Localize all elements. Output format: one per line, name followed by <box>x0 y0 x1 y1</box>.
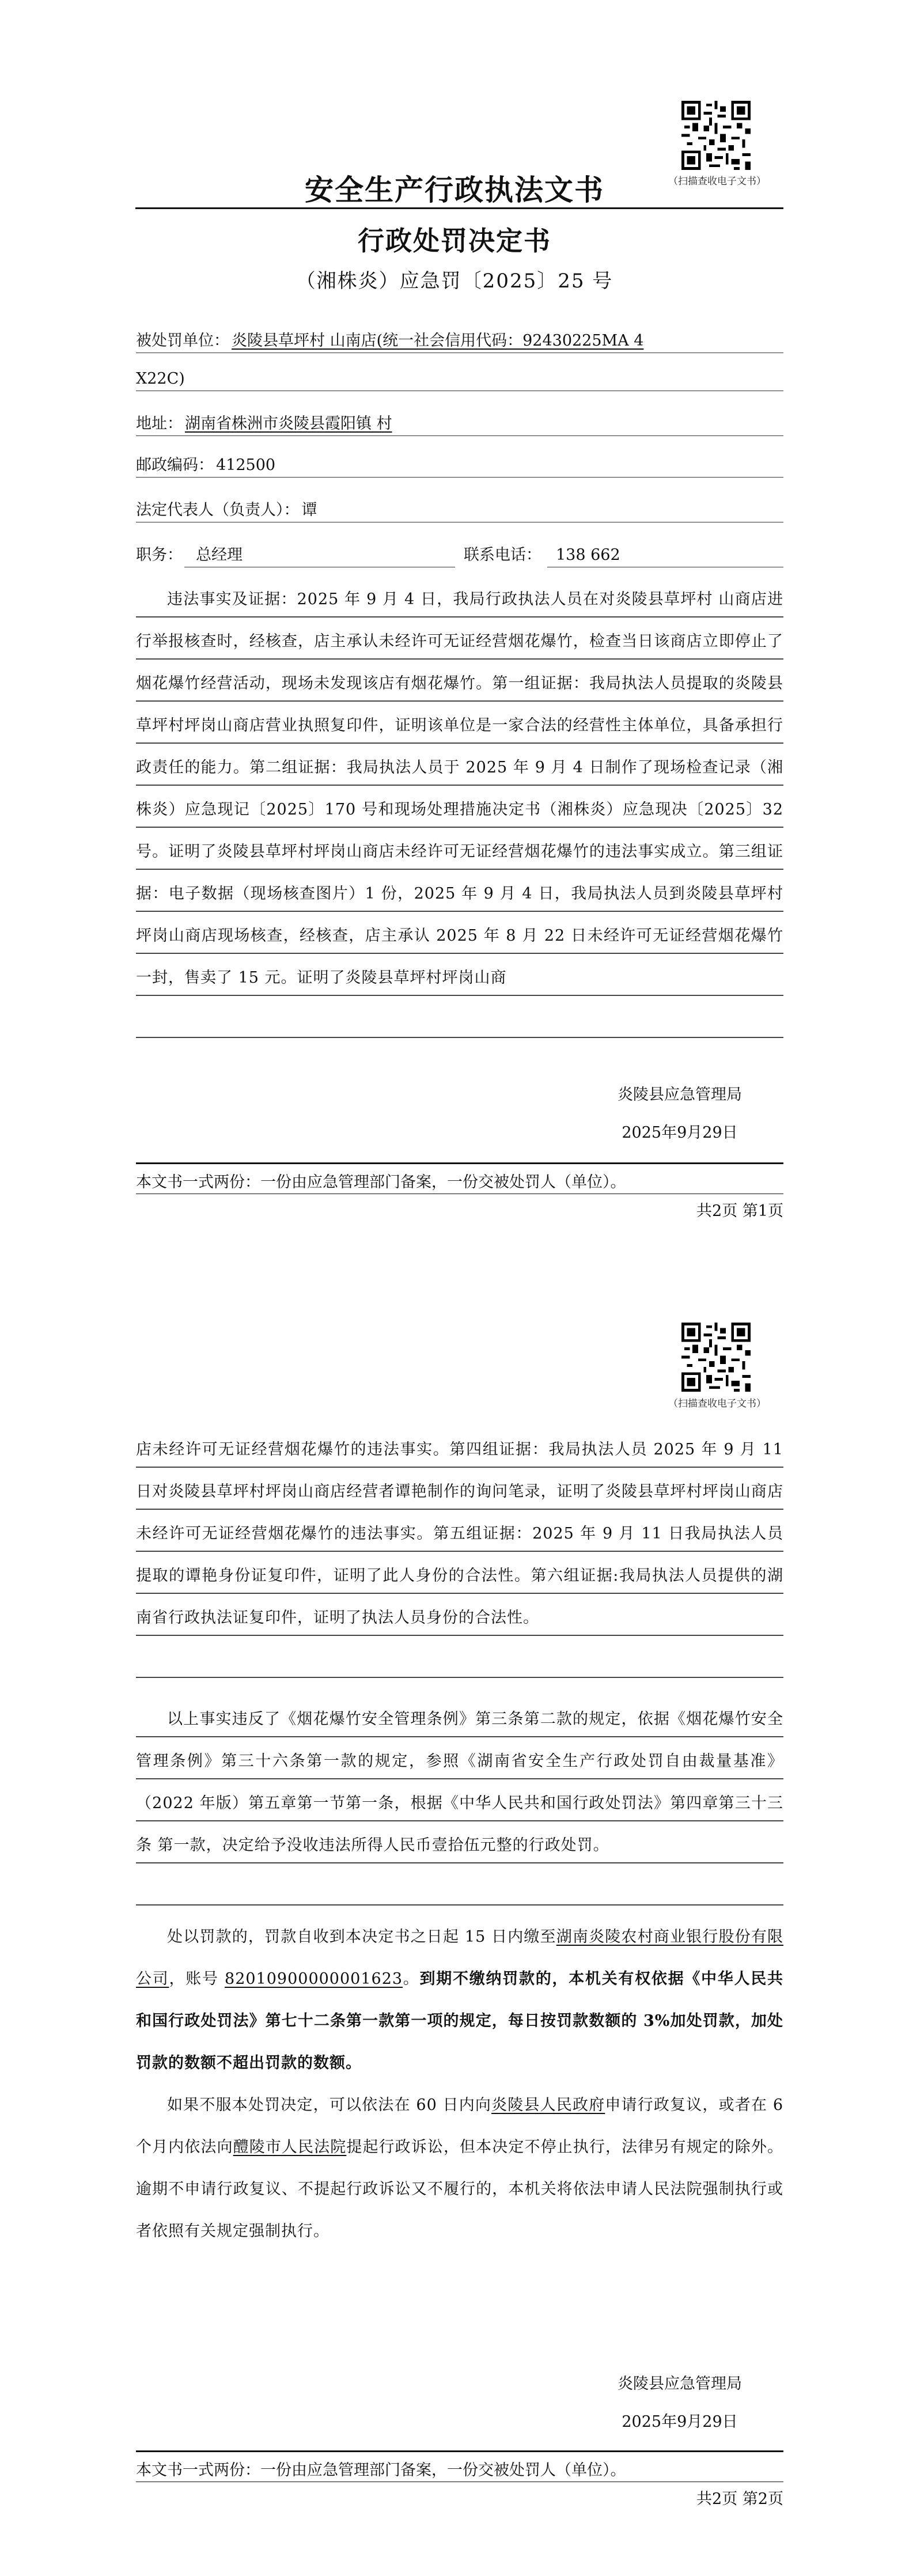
litigation-court: 醴陵市人民法院 <box>233 2138 347 2156</box>
review-authority: 炎陵县人民政府 <box>491 2096 605 2114</box>
qr-code-icon <box>681 1323 751 1392</box>
payment-bank: 湖南炎陵农村商业银行股份有限公司 <box>136 1928 783 1988</box>
phone-value: 138 662 <box>556 546 620 564</box>
address-value: 湖南省株洲市炎陵县霞阳镇 村 <box>185 415 392 433</box>
doc-type-heading: 安全生产行政执法文书 <box>305 173 604 207</box>
payment-text-2: ，账号 <box>169 1970 225 1988</box>
position-value: 总经理 <box>196 546 243 564</box>
punished-unit-row-cont <box>136 368 783 391</box>
postcode-value: 412500 <box>216 456 276 474</box>
appeal-text-3: 提起行政诉讼，但本决定不停止执行，法律另有规定的除外。逾期不申请行政复议、不提起行政诉讼又不履行的，本机关将依法申请人民法院强制执行或者依照有关规定强制执行。 <box>136 2138 784 2240</box>
page-number: 共2页 第2页 <box>696 2490 783 2508</box>
footer-rule <box>136 2450 783 2452</box>
document-page-2 <box>0 1288 909 2576</box>
issue-date: 2025年9月29日 <box>622 1124 738 1142</box>
punished-unit-row <box>136 329 783 353</box>
representative-label: 法定代表人（负责人）： <box>136 501 300 519</box>
payment-text-3: 。 <box>403 1970 420 1988</box>
late-payment-notice: 到期不缴纳罚款的，本机关有权依据《中华人民共和国行政处罚法》第七十二条第一款第一项的规定，每日按罚款数额的 3%加处罚款，加处罚款的数额不超出罚款的数额。 <box>136 1970 784 2072</box>
punished-unit-label: 被处罚单位： <box>136 332 229 350</box>
qr-caption: （扫描查收电子文书） <box>668 176 766 187</box>
representative-value: 谭 <box>301 501 317 519</box>
issuing-authority: 炎陵县应急管理局 <box>618 1086 742 1104</box>
footer-rule <box>136 1162 783 1164</box>
decision-paragraph: 以上事实违反了《烟花爆竹安全管理条例》第三条第二款的规定，依据《烟花爆竹安全管理条例》第三十六条第一款的规定，参照《湖南省安全生产行政处罚自由裁量基准》（2022 年版）第五章第一节第一条，根据《中华人民共和国行政处罚法》第四章第三十三条 第一款，决定给予没收违法所得人民币壹拾伍元整的行政处罚。 <box>136 1698 783 1908</box>
postcode-row <box>136 454 783 478</box>
issue-date: 2025年9月29日 <box>622 2413 738 2431</box>
footer-note: 本文书一式两份：一份由应急管理部门备案，一份交被处罚人（单位）。 <box>136 2461 626 2479</box>
appeal-paragraph <box>136 2084 783 2252</box>
payment-account: 82010900000001623 <box>225 1970 403 1988</box>
address-row <box>136 412 783 436</box>
position-label: 职务： <box>136 546 183 564</box>
appeal-text-2: 申请行政复议，或者在 6 个月内依法向 <box>136 2096 784 2156</box>
postcode-label: 邮政编码： <box>136 456 214 474</box>
page-title: 行政处罚决定书 <box>358 225 551 256</box>
address-label: 地址： <box>136 415 183 433</box>
violation-facts-paragraph: 违法事实及证据：2025 年 9 月 4 日，我局行政执法人员在对炎陵县草坪村 山商店进行举报核查时，经核查，店主承认未经许可无证经营烟花爆竹，检查当日该商店立即停止了烟花爆竹经营活动，现场未发现该店有烟花爆竹。第一组证据：我局执法人员提取的炎陵县草坪村坪岗山商店营业执照复印件，证明该单位是一家合法的经营性主体单位，具备承担行政责任的能力。第二组证据：我局执法人员于 2025 年 9 月 4 日制作了现场检查记录（湘株炎）应急现记〔2025〕170 号和现场处理措施决定书（湘株炎）应急现决〔2025〕32 号。证明了炎陵县草坪村坪岗山商店未经许可无证经营烟花爆竹的违法事实成立。第三组证据：电子数据（现场核查图片）1 份，2025 年 9 月 4 日，我局执法人员到炎陵县草坪村坪岗山商店现场核查，经核查，店主承认 2025 年 8 月 22 日未经许可无证经营烟花爆竹一封，售卖了 15 元。证明了炎陵县草坪村坪岗山商 <box>136 578 783 1041</box>
document-number: （湘株炎）应急罚〔2025〕25 号 <box>296 270 613 293</box>
issuing-authority: 炎陵县应急管理局 <box>618 2375 742 2393</box>
footer-note: 本文书一式两份：一份由应急管理部门备案，一份交被处罚人（单位）。 <box>136 1173 626 1191</box>
page-number: 共2页 第1页 <box>696 1202 783 1220</box>
representative-row <box>136 499 783 522</box>
punished-unit-value: 炎陵县草坪村 山南店(统一社会信用代码：92430225MA 4 <box>232 332 644 350</box>
qr-code-icon <box>681 101 751 170</box>
payment-paragraph <box>136 1916 783 2084</box>
payment-text-1: 处以罚款的，罚款自收到本决定书之日起 15 日内缴至 <box>167 1928 556 1946</box>
phone-label: 联系电话： <box>464 546 541 564</box>
title-rule <box>135 207 783 209</box>
qr-caption: （扫描查收电子文书） <box>668 1398 766 1410</box>
appeal-text-1: 如果不服本处罚决定，可以依法在 60 日内向 <box>167 2096 492 2114</box>
evidence-continued-paragraph: 店未经许可无证经营烟花爆竹的违法事实。第四组证据：我局执法人员 2025 年 9 月 11 日对炎陵县草坪村坪岗山商店经营者谭艳制作的询问笔录，证明了炎陵县草坪村坪岗山商店未经许可无证经营烟花爆竹的违法事实。第五组证据：2025 年 9 月 11 日我局执法人员提取的谭艳身份证复印件，证明了此人身份的合法性。第六组证据:我局执法人员提供的湖南省行政执法证复印件，证明了执法人员身份的合法性。 <box>136 1429 783 1681</box>
punished-unit-value-cont: X22C) <box>136 370 185 388</box>
